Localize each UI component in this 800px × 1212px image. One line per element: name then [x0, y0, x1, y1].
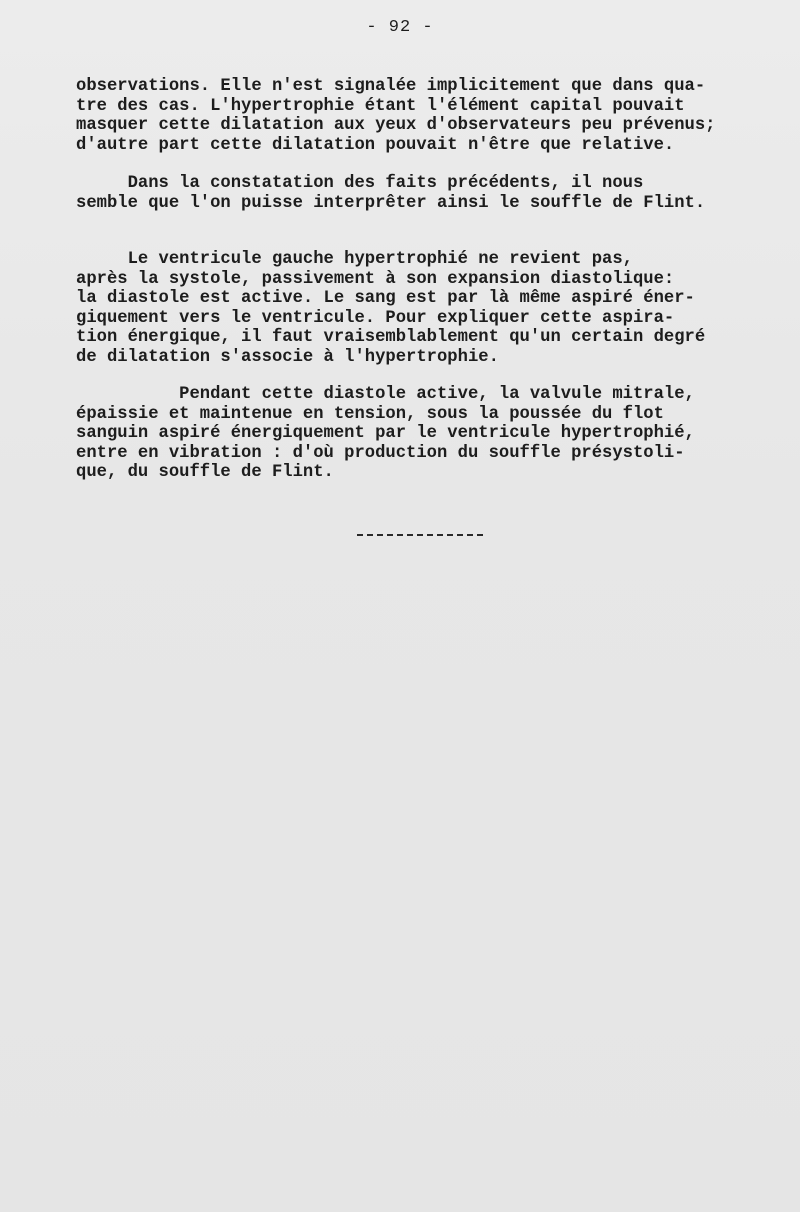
- paragraph-constatation: Dans la constatation des faits précédents, il nous semble que l'on puisse interprêter ainsi le souffle de Flint.: [76, 174, 706, 213]
- section-divider: [357, 534, 483, 536]
- page-number: - 92 -: [366, 18, 434, 37]
- paragraph-observations: observations. Elle n'est signalée implicitement que dans qua- tre des cas. L'hypertrophie étant l'élément capital pouvait masquer cette dilatation aux yeux d'observateurs peu prévenus; d'autre part cette dilatation pouvait n'être que relative.: [76, 77, 716, 155]
- paragraph-ventricule: Le ventricule gauche hypertrophié ne revient pas, après la systole, passivement à son expansion diastolique: la diastole est active. Le sang est par là même aspiré éner- giquement vers le ventricule. Pour expliquer cette aspira- tion énergique, il faut vraisemblablement qu'un certain degré de dilatation s'associe à l'hypertrophie.: [76, 250, 706, 367]
- paragraph-diastole: Pendant cette diastole active, la valvule mitrale, épaissie et maintenue en tension, sous la poussée du flot sanguin aspiré énergiquement par le ventricule hypertrophié, entre en vibration : d'où production du souffle présystoli- que, du souffle de Flint.: [76, 385, 695, 483]
